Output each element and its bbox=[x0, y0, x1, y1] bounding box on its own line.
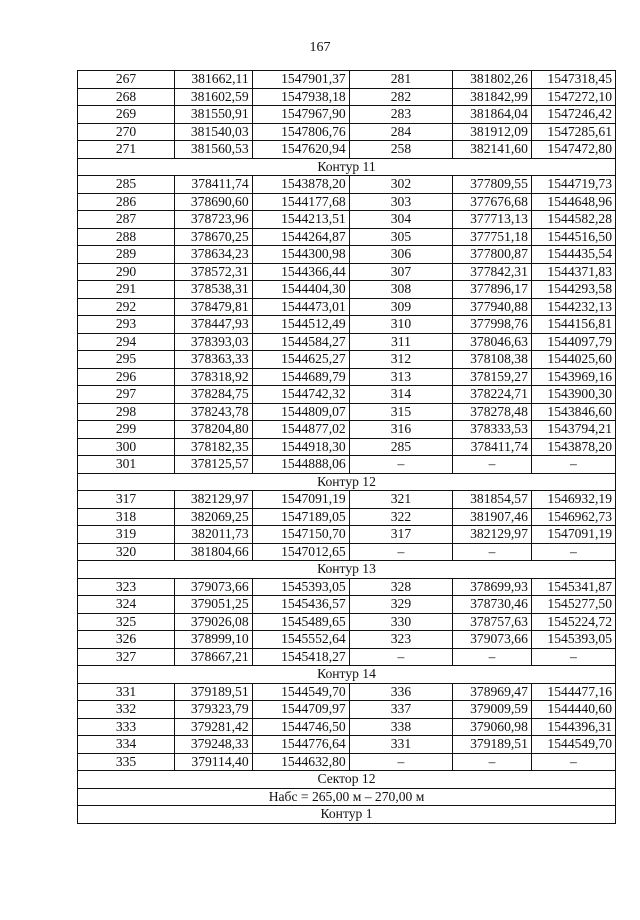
point-number-cell: 328 bbox=[349, 578, 453, 596]
point-number-cell: 322 bbox=[349, 508, 453, 526]
point-number-cell: 313 bbox=[349, 368, 453, 386]
table-row bbox=[78, 211, 616, 229]
y-coordinate-cell: 1544516,50 bbox=[531, 228, 615, 246]
y-coordinate-cell: – bbox=[531, 543, 615, 561]
table-row bbox=[78, 368, 616, 386]
y-coordinate-cell: – bbox=[531, 648, 615, 666]
x-coordinate-cell: 382069,25 bbox=[175, 508, 253, 526]
section-header: Сектор 12 bbox=[78, 771, 616, 789]
point-number-cell: 324 bbox=[78, 596, 175, 614]
point-number-cell: 270 bbox=[78, 123, 175, 141]
y-coordinate-cell: 1547091,19 bbox=[531, 526, 615, 544]
y-coordinate-cell: 1544549,70 bbox=[252, 683, 349, 701]
section-header: Контур 12 bbox=[78, 473, 616, 491]
y-coordinate-cell: 1544648,96 bbox=[531, 193, 615, 211]
table-row bbox=[78, 718, 616, 736]
x-coordinate-cell: 382011,73 bbox=[175, 526, 253, 544]
point-number-cell: 312 bbox=[349, 351, 453, 369]
section-header: Контур 11 bbox=[78, 158, 616, 176]
table-row bbox=[78, 88, 616, 106]
x-coordinate-cell: 378634,23 bbox=[175, 246, 253, 264]
x-coordinate-cell: 378690,60 bbox=[175, 193, 253, 211]
point-number-cell: 317 bbox=[349, 526, 453, 544]
point-number-cell: 330 bbox=[349, 613, 453, 631]
table-row bbox=[78, 543, 616, 561]
point-number-cell: 304 bbox=[349, 211, 453, 229]
table-row bbox=[78, 421, 616, 439]
x-coordinate-cell: 378969,47 bbox=[453, 683, 532, 701]
y-coordinate-cell: 1544742,32 bbox=[252, 386, 349, 404]
point-number-cell: 326 bbox=[78, 631, 175, 649]
x-coordinate-cell: 377809,55 bbox=[453, 176, 532, 194]
section-header-row bbox=[78, 806, 616, 824]
x-coordinate-cell: 381907,46 bbox=[453, 508, 532, 526]
x-coordinate-cell: 378333,53 bbox=[453, 421, 532, 439]
point-number-cell: 314 bbox=[349, 386, 453, 404]
point-number-cell: 267 bbox=[78, 71, 175, 89]
point-number-cell: 285 bbox=[78, 176, 175, 194]
y-coordinate-cell: 1544549,70 bbox=[531, 736, 615, 754]
x-coordinate-cell: 378699,93 bbox=[453, 578, 532, 596]
x-coordinate-cell: – bbox=[453, 543, 532, 561]
y-coordinate-cell: 1544477,16 bbox=[531, 683, 615, 701]
x-coordinate-cell: – bbox=[453, 753, 532, 771]
point-number-cell: 325 bbox=[78, 613, 175, 631]
y-coordinate-cell: 1547967,90 bbox=[252, 106, 349, 124]
y-coordinate-cell: 1545341,87 bbox=[531, 578, 615, 596]
x-coordinate-cell: 382129,97 bbox=[175, 491, 253, 509]
y-coordinate-cell: 1545277,50 bbox=[531, 596, 615, 614]
point-number-cell: 269 bbox=[78, 106, 175, 124]
y-coordinate-cell: 1543900,30 bbox=[531, 386, 615, 404]
point-number-cell: 306 bbox=[349, 246, 453, 264]
x-coordinate-cell: 379281,42 bbox=[175, 718, 253, 736]
point-number-cell: 301 bbox=[78, 456, 175, 474]
table-row bbox=[78, 613, 616, 631]
x-coordinate-cell: 377940,88 bbox=[453, 298, 532, 316]
y-coordinate-cell: 1544371,83 bbox=[531, 263, 615, 281]
point-number-cell: 291 bbox=[78, 281, 175, 299]
y-coordinate-cell: 1544584,27 bbox=[252, 333, 349, 351]
point-number-cell: 327 bbox=[78, 648, 175, 666]
point-number-cell: 286 bbox=[78, 193, 175, 211]
x-coordinate-cell: 379051,25 bbox=[175, 596, 253, 614]
coordinates-table bbox=[77, 70, 616, 824]
x-coordinate-cell: 379114,40 bbox=[175, 753, 253, 771]
x-coordinate-cell: 379009,59 bbox=[453, 701, 532, 719]
section-header: Контур 14 bbox=[78, 666, 616, 684]
point-number-cell: 296 bbox=[78, 368, 175, 386]
point-number-cell: 289 bbox=[78, 246, 175, 264]
point-number-cell: 303 bbox=[349, 193, 453, 211]
y-coordinate-cell: 1545224,72 bbox=[531, 613, 615, 631]
y-coordinate-cell: 1544440,60 bbox=[531, 701, 615, 719]
point-number-cell: 331 bbox=[349, 736, 453, 754]
y-coordinate-cell: 1543794,21 bbox=[531, 421, 615, 439]
point-number-cell: 293 bbox=[78, 316, 175, 334]
x-coordinate-cell: 378447,93 bbox=[175, 316, 253, 334]
point-number-cell: – bbox=[349, 648, 453, 666]
y-coordinate-cell: 1544025,60 bbox=[531, 351, 615, 369]
section-header: Набс = 265,00 м – 270,00 м bbox=[78, 788, 616, 806]
x-coordinate-cell: 378999,10 bbox=[175, 631, 253, 649]
section-header-row bbox=[78, 771, 616, 789]
y-coordinate-cell: 1547272,10 bbox=[531, 88, 615, 106]
table-row bbox=[78, 508, 616, 526]
x-coordinate-cell: 378670,25 bbox=[175, 228, 253, 246]
y-coordinate-cell: 1545393,05 bbox=[531, 631, 615, 649]
point-number-cell: 329 bbox=[349, 596, 453, 614]
x-coordinate-cell: 379189,51 bbox=[453, 736, 532, 754]
x-coordinate-cell: 381912,09 bbox=[453, 123, 532, 141]
y-coordinate-cell: 1544404,30 bbox=[252, 281, 349, 299]
x-coordinate-cell: 378204,80 bbox=[175, 421, 253, 439]
x-coordinate-cell: 378318,92 bbox=[175, 368, 253, 386]
y-coordinate-cell: 1545436,57 bbox=[252, 596, 349, 614]
y-coordinate-cell: 1544719,73 bbox=[531, 176, 615, 194]
y-coordinate-cell: 1544473,01 bbox=[252, 298, 349, 316]
point-number-cell: 300 bbox=[78, 438, 175, 456]
point-number-cell: – bbox=[349, 456, 453, 474]
point-number-cell: 268 bbox=[78, 88, 175, 106]
y-coordinate-cell: 1544232,13 bbox=[531, 298, 615, 316]
x-coordinate-cell: 378723,96 bbox=[175, 211, 253, 229]
table-row bbox=[78, 316, 616, 334]
y-coordinate-cell: 1547620,94 bbox=[252, 141, 349, 159]
point-number-cell: 290 bbox=[78, 263, 175, 281]
x-coordinate-cell: 381864,04 bbox=[453, 106, 532, 124]
point-number-cell: 336 bbox=[349, 683, 453, 701]
point-number-cell: 321 bbox=[349, 491, 453, 509]
table-row bbox=[78, 403, 616, 421]
y-coordinate-cell: 1544300,98 bbox=[252, 246, 349, 264]
point-number-cell: 310 bbox=[349, 316, 453, 334]
y-coordinate-cell: 1547472,80 bbox=[531, 141, 615, 159]
x-coordinate-cell: 379323,79 bbox=[175, 701, 253, 719]
y-coordinate-cell: 1544366,44 bbox=[252, 263, 349, 281]
x-coordinate-cell: 379189,51 bbox=[175, 683, 253, 701]
table-row bbox=[78, 141, 616, 159]
x-coordinate-cell: 379060,98 bbox=[453, 718, 532, 736]
point-number-cell: 302 bbox=[349, 176, 453, 194]
table-row bbox=[78, 351, 616, 369]
point-number-cell: 287 bbox=[78, 211, 175, 229]
table-row bbox=[78, 596, 616, 614]
table-row bbox=[78, 648, 616, 666]
x-coordinate-cell: 381802,26 bbox=[453, 71, 532, 89]
x-coordinate-cell: 382141,60 bbox=[453, 141, 532, 159]
point-number-cell: 311 bbox=[349, 333, 453, 351]
y-coordinate-cell: 1547150,70 bbox=[252, 526, 349, 544]
x-coordinate-cell: 378046,63 bbox=[453, 333, 532, 351]
x-coordinate-cell: 381602,59 bbox=[175, 88, 253, 106]
x-coordinate-cell: 379248,33 bbox=[175, 736, 253, 754]
section-header-row bbox=[78, 158, 616, 176]
table-row bbox=[78, 701, 616, 719]
x-coordinate-cell: 377842,31 bbox=[453, 263, 532, 281]
y-coordinate-cell: 1544512,49 bbox=[252, 316, 349, 334]
y-coordinate-cell: 1544809,07 bbox=[252, 403, 349, 421]
x-coordinate-cell: 378363,33 bbox=[175, 351, 253, 369]
point-number-cell: 338 bbox=[349, 718, 453, 736]
y-coordinate-cell: 1544776,64 bbox=[252, 736, 349, 754]
y-coordinate-cell: 1547901,37 bbox=[252, 71, 349, 89]
point-number-cell: 299 bbox=[78, 421, 175, 439]
point-number-cell: 335 bbox=[78, 753, 175, 771]
table-row bbox=[78, 526, 616, 544]
point-number-cell: 283 bbox=[349, 106, 453, 124]
point-number-cell: 315 bbox=[349, 403, 453, 421]
x-coordinate-cell: 381560,53 bbox=[175, 141, 253, 159]
table-row bbox=[78, 193, 616, 211]
point-number-cell: 318 bbox=[78, 508, 175, 526]
y-coordinate-cell: 1545489,65 bbox=[252, 613, 349, 631]
point-number-cell: 316 bbox=[349, 421, 453, 439]
point-number-cell: 317 bbox=[78, 491, 175, 509]
y-coordinate-cell: 1547285,61 bbox=[531, 123, 615, 141]
page-number: 167 bbox=[309, 40, 331, 55]
y-coordinate-cell: 1545393,05 bbox=[252, 578, 349, 596]
table-row bbox=[78, 123, 616, 141]
x-coordinate-cell: 377800,87 bbox=[453, 246, 532, 264]
point-number-cell: 285 bbox=[349, 438, 453, 456]
x-coordinate-cell: 378730,46 bbox=[453, 596, 532, 614]
x-coordinate-cell: 377676,68 bbox=[453, 193, 532, 211]
point-number-cell: 308 bbox=[349, 281, 453, 299]
section-header-row bbox=[78, 473, 616, 491]
y-coordinate-cell: 1543969,16 bbox=[531, 368, 615, 386]
point-number-cell: – bbox=[349, 753, 453, 771]
y-coordinate-cell: 1543878,20 bbox=[252, 176, 349, 194]
table-row bbox=[78, 578, 616, 596]
point-number-cell: 284 bbox=[349, 123, 453, 141]
x-coordinate-cell: 378667,21 bbox=[175, 648, 253, 666]
point-number-cell: 258 bbox=[349, 141, 453, 159]
y-coordinate-cell: 1546962,73 bbox=[531, 508, 615, 526]
y-coordinate-cell: 1545418,27 bbox=[252, 648, 349, 666]
x-coordinate-cell: 381540,03 bbox=[175, 123, 253, 141]
section-header: Контур 13 bbox=[78, 561, 616, 579]
x-coordinate-cell: 378538,31 bbox=[175, 281, 253, 299]
y-coordinate-cell: 1544746,50 bbox=[252, 718, 349, 736]
y-coordinate-cell: 1543878,20 bbox=[531, 438, 615, 456]
table-row bbox=[78, 71, 616, 89]
x-coordinate-cell: 378159,27 bbox=[453, 368, 532, 386]
x-coordinate-cell: 378479,81 bbox=[175, 298, 253, 316]
y-coordinate-cell: 1543846,60 bbox=[531, 403, 615, 421]
x-coordinate-cell: 378757,63 bbox=[453, 613, 532, 631]
x-coordinate-cell: 378572,31 bbox=[175, 263, 253, 281]
x-coordinate-cell: 377998,76 bbox=[453, 316, 532, 334]
table-row bbox=[78, 491, 616, 509]
x-coordinate-cell: 381550,91 bbox=[175, 106, 253, 124]
x-coordinate-cell: 378243,78 bbox=[175, 403, 253, 421]
x-coordinate-cell: 377896,17 bbox=[453, 281, 532, 299]
point-number-cell: 323 bbox=[78, 578, 175, 596]
point-number-cell: 294 bbox=[78, 333, 175, 351]
point-number-cell: 333 bbox=[78, 718, 175, 736]
point-number-cell: 332 bbox=[78, 701, 175, 719]
point-number-cell: 288 bbox=[78, 228, 175, 246]
x-coordinate-cell: – bbox=[453, 648, 532, 666]
y-coordinate-cell: 1544918,30 bbox=[252, 438, 349, 456]
point-number-cell: 281 bbox=[349, 71, 453, 89]
x-coordinate-cell: 378182,35 bbox=[175, 438, 253, 456]
table-row bbox=[78, 176, 616, 194]
y-coordinate-cell: 1544435,54 bbox=[531, 246, 615, 264]
point-number-cell: 337 bbox=[349, 701, 453, 719]
table-row bbox=[78, 683, 616, 701]
y-coordinate-cell: 1544293,58 bbox=[531, 281, 615, 299]
y-coordinate-cell: 1544264,87 bbox=[252, 228, 349, 246]
y-coordinate-cell: 1544625,27 bbox=[252, 351, 349, 369]
x-coordinate-cell: 379073,66 bbox=[175, 578, 253, 596]
y-coordinate-cell: 1544689,79 bbox=[252, 368, 349, 386]
point-number-cell: 323 bbox=[349, 631, 453, 649]
y-coordinate-cell: 1545552,64 bbox=[252, 631, 349, 649]
x-coordinate-cell: 378284,75 bbox=[175, 386, 253, 404]
point-number-cell: 298 bbox=[78, 403, 175, 421]
table-row bbox=[78, 281, 616, 299]
table-row bbox=[78, 456, 616, 474]
point-number-cell: 295 bbox=[78, 351, 175, 369]
section-header-row bbox=[78, 788, 616, 806]
x-coordinate-cell: 378125,57 bbox=[175, 456, 253, 474]
x-coordinate-cell: 379026,08 bbox=[175, 613, 253, 631]
x-coordinate-cell: 381842,99 bbox=[453, 88, 532, 106]
point-number-cell: 297 bbox=[78, 386, 175, 404]
table-row bbox=[78, 228, 616, 246]
table-row bbox=[78, 298, 616, 316]
y-coordinate-cell: 1544877,02 bbox=[252, 421, 349, 439]
y-coordinate-cell: 1547012,65 bbox=[252, 543, 349, 561]
point-number-cell: 334 bbox=[78, 736, 175, 754]
x-coordinate-cell: 382129,97 bbox=[453, 526, 532, 544]
x-coordinate-cell: 381662,11 bbox=[175, 71, 253, 89]
y-coordinate-cell: 1544582,28 bbox=[531, 211, 615, 229]
y-coordinate-cell: 1544888,06 bbox=[252, 456, 349, 474]
y-coordinate-cell: 1544709,97 bbox=[252, 701, 349, 719]
x-coordinate-cell: 378108,38 bbox=[453, 351, 532, 369]
table-row bbox=[78, 386, 616, 404]
table-row bbox=[78, 438, 616, 456]
x-coordinate-cell: 381804,66 bbox=[175, 543, 253, 561]
point-number-cell: 292 bbox=[78, 298, 175, 316]
coordinates-table-body bbox=[78, 71, 616, 824]
table-row bbox=[78, 263, 616, 281]
y-coordinate-cell: 1547091,19 bbox=[252, 491, 349, 509]
y-coordinate-cell: 1544632,80 bbox=[252, 753, 349, 771]
table-row bbox=[78, 246, 616, 264]
x-coordinate-cell: 378411,74 bbox=[453, 438, 532, 456]
x-coordinate-cell: 378278,48 bbox=[453, 403, 532, 421]
y-coordinate-cell: 1544097,79 bbox=[531, 333, 615, 351]
y-coordinate-cell: – bbox=[531, 456, 615, 474]
table-row bbox=[78, 631, 616, 649]
y-coordinate-cell: 1547189,05 bbox=[252, 508, 349, 526]
table-row bbox=[78, 333, 616, 351]
point-number-cell: 305 bbox=[349, 228, 453, 246]
x-coordinate-cell: 379073,66 bbox=[453, 631, 532, 649]
table-row bbox=[78, 106, 616, 124]
section-header: Контур 1 bbox=[78, 806, 616, 824]
point-number-cell: 320 bbox=[78, 543, 175, 561]
point-number-cell: 307 bbox=[349, 263, 453, 281]
x-coordinate-cell: 378411,74 bbox=[175, 176, 253, 194]
y-coordinate-cell: – bbox=[531, 753, 615, 771]
y-coordinate-cell: 1547938,18 bbox=[252, 88, 349, 106]
y-coordinate-cell: 1547246,42 bbox=[531, 106, 615, 124]
x-coordinate-cell: 381854,57 bbox=[453, 491, 532, 509]
section-header-row bbox=[78, 561, 616, 579]
y-coordinate-cell: 1547806,76 bbox=[252, 123, 349, 141]
x-coordinate-cell: – bbox=[453, 456, 532, 474]
table-row bbox=[78, 736, 616, 754]
y-coordinate-cell: 1544213,51 bbox=[252, 211, 349, 229]
y-coordinate-cell: 1544156,81 bbox=[531, 316, 615, 334]
x-coordinate-cell: 377713,13 bbox=[453, 211, 532, 229]
table-row bbox=[78, 753, 616, 771]
point-number-cell: – bbox=[349, 543, 453, 561]
x-coordinate-cell: 378393,03 bbox=[175, 333, 253, 351]
y-coordinate-cell: 1547318,45 bbox=[531, 71, 615, 89]
point-number-cell: 331 bbox=[78, 683, 175, 701]
point-number-cell: 271 bbox=[78, 141, 175, 159]
y-coordinate-cell: 1544177,68 bbox=[252, 193, 349, 211]
point-number-cell: 319 bbox=[78, 526, 175, 544]
point-number-cell: 282 bbox=[349, 88, 453, 106]
y-coordinate-cell: 1544396,31 bbox=[531, 718, 615, 736]
x-coordinate-cell: 377751,18 bbox=[453, 228, 532, 246]
point-number-cell: 309 bbox=[349, 298, 453, 316]
x-coordinate-cell: 378224,71 bbox=[453, 386, 532, 404]
section-header-row bbox=[78, 666, 616, 684]
y-coordinate-cell: 1546932,19 bbox=[531, 491, 615, 509]
